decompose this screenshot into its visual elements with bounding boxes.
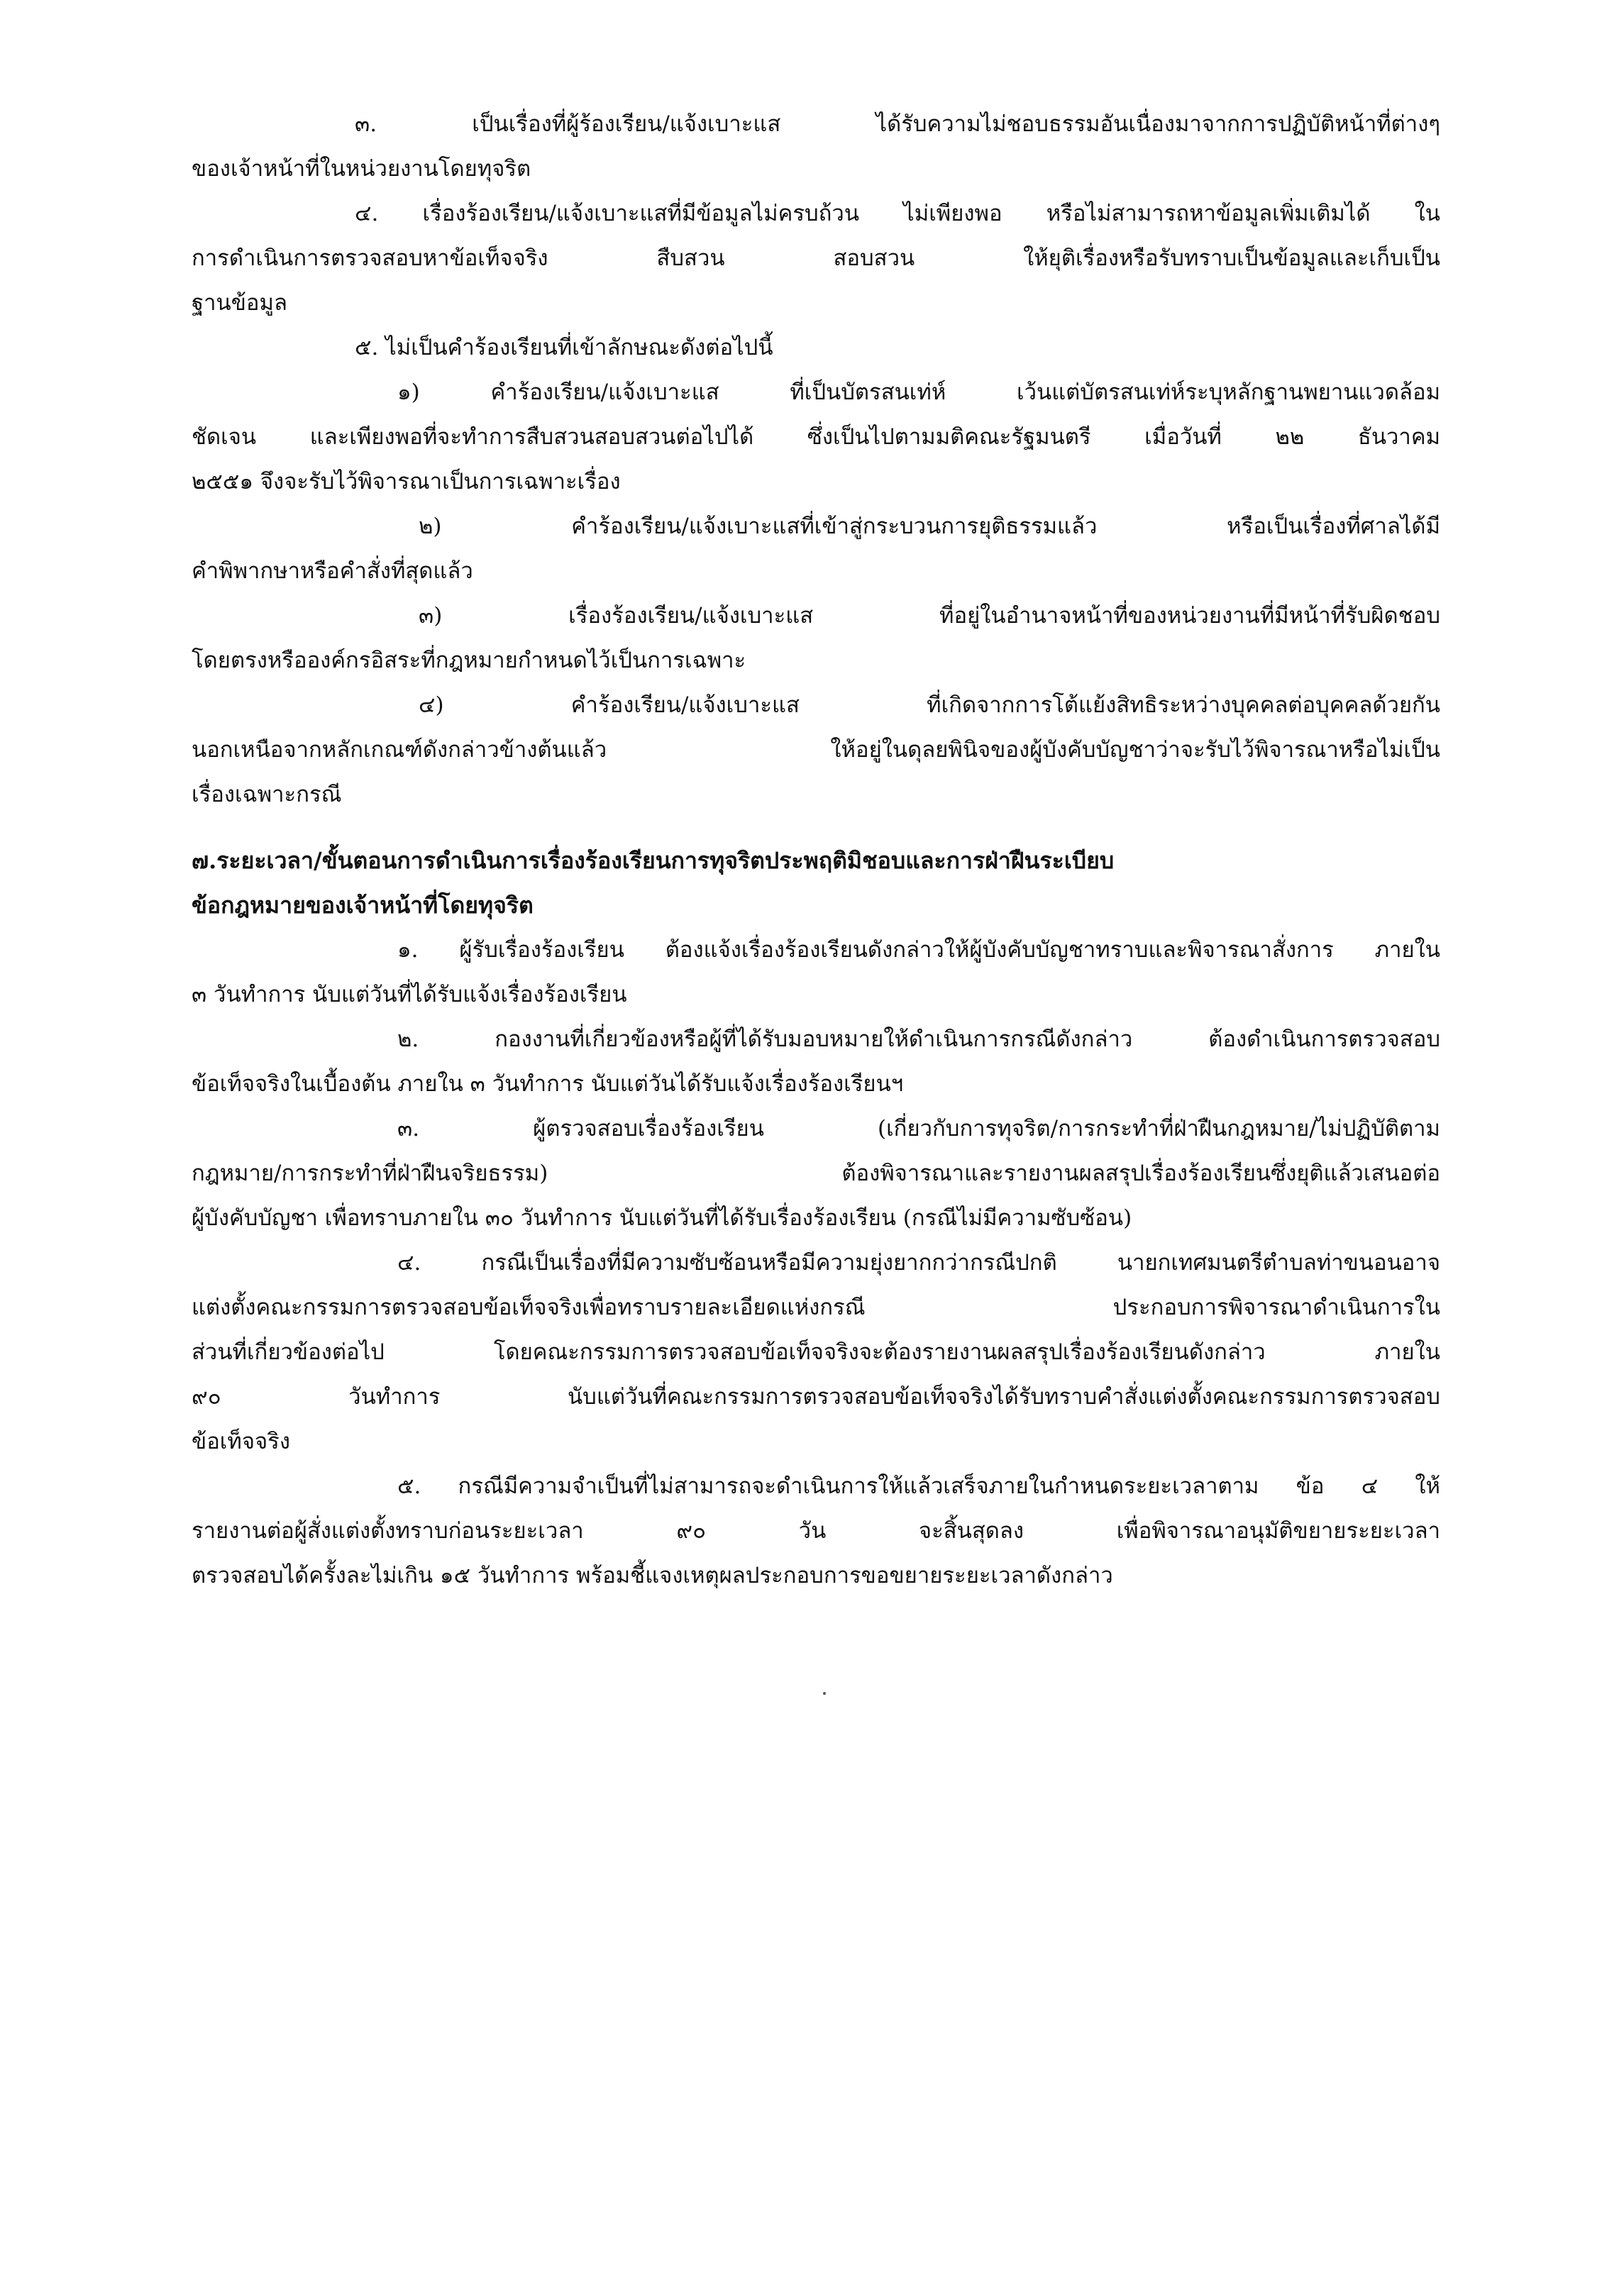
step5-line2: รายงานต่อผู้สั่งแต่งตั้งทราบก่อนระยะเวลา ๙๐ วัน จะสิ้นสุดลง เพื่อพิจารณาอนุมัติขยายระยะเวลา (192, 1518, 1440, 1544)
step3-line3: ผู้บังคับบัญชา เพื่อทราบภายใน ๓๐ วันทำการ นับแต่วันที่ได้รับเรื่องร้องเรียน (กรณีไม่มีความซับซ้อน) (192, 1205, 1132, 1231)
section7-heading-line1: ๗.ระยะเวลา/ขั้นตอนการดำเนินการเรื่องร้องเรียนการทุจริตประพฤติมิชอบและการฝ่าฝืนระเบียบ (192, 847, 1115, 874)
step4-line2: แต่งตั้งคณะกรรมการตรวจสอบข้อเท็จจริงเพื่อทราบรายละเอียดแห่งกรณี ประกอบการพิจารณาดำเนินการใน (192, 1295, 1440, 1320)
item3-line1: ๓. เป็นเรื่องที่ผู้ร้องเรียน/แจ้งเบาะแส ได้รับความไม่ชอบธรรมอันเนื่องมาจากการปฏิบัติหน้าที่ต่างๆ (355, 111, 1440, 137)
item3-line2: ของเจ้าหน้าที่ในหน่วยงานโดยทุจริต (192, 156, 531, 182)
step3-line2: กฎหมาย/การกระทำที่ฝ่าฝืนจริยธรรม) ต้องพิจารณาและรายงานผลสรุปเรื่องร้องเรียนซึ่งยุติแล้วเสนอต่อ (192, 1161, 1440, 1186)
step4-line5: ข้อเท็จจริง (192, 1429, 290, 1454)
sub1-line3: ๒๕๕๑ จึงจะรับไว้พิจารณาเป็นการเฉพาะเรื่อง (192, 469, 621, 494)
sub4-line1: ๔) คำร้องเรียน/แจ้งเบาะแส ที่เกิดจากการโต้แย้งสิทธิระหว่างบุคคลต่อบุคคลด้วยกัน (419, 692, 1440, 718)
step4-line3: ส่วนที่เกี่ยวข้องต่อไป โดยคณะกรรมการตรวจสอบข้อเท็จจริงจะต้องรายงานผลสรุปเรื่องร้องเรียนดังกล่าว ภายใน (192, 1339, 1440, 1365)
step2-line1: ๒. กองงานที่เกี่ยวข้องหรือผู้ที่ได้รับมอบหมายให้ดำเนินการกรณีดังกล่าว ต้องดำเนินการตรวจสอบ (397, 1027, 1440, 1052)
sub1-line2: ชัดเจน และเพียงพอที่จะทำการสืบสวนสอบสวนต่อไปได้ ซึ่งเป็นไปตามมติคณะรัฐมนตรี เมื่อวันที่ ๒๒ ธันวาคม (192, 424, 1440, 450)
item4-line1: ๔. เรื่องร้องเรียน/แจ้งเบาะแสที่มีข้อมูลไม่ครบถ้วน ไม่เพียงพอ หรือไม่สามารถหาข้อมูลเพิ่มเติมได้ ใน (355, 201, 1440, 226)
step3-line1: ๓. ผู้ตรวจสอบเรื่องร้องเรียน (เกี่ยวกับการทุจริต/การกระทำที่ฝ่าฝืนกฎหมาย/ไม่ปฏิบัติตาม (397, 1116, 1440, 1141)
step4-line4: ๙๐ วันทำการ นับแต่วันที่คณะกรรมการตรวจสอบข้อเท็จจริงได้รับทราบคำสั่งแต่งตั้งคณะกรรมการตรวจสอบ (192, 1384, 1440, 1410)
section7-heading-line2: ข้อกฎหมายของเจ้าหน้าที่โดยทุจริต (192, 892, 534, 919)
sub3-line1: ๓) เรื่องร้องเรียน/แจ้งเบาะแส ที่อยู่ในอำนาจหน้าที่ของหน่วยงานที่มีหน้าที่รับผิดชอบ (419, 603, 1440, 629)
sub4-line2: นอกเหนือจากหลักเกณฑ์ดังกล่าวข้างต้นแล้ว ให้อยู่ในดุลยพินิจของผู้บังคับบัญชาว่าจะรับไว้พิจารณาหรือไม่เป็น (192, 737, 1440, 763)
item4-line2: การดำเนินการตรวจสอบหาข้อเท็จจริง สืบสวน สอบสวน ให้ยุติเรื่องหรือรับทราบเป็นข้อมูลและเก็บเป็น (192, 245, 1440, 271)
sub3-line2: โดยตรงหรือองค์กรอิสระที่กฎหมายกำหนดไว้เป็นการเฉพาะ (192, 648, 746, 673)
step2-line2: ข้อเท็จจริงในเบื้องต้น ภายใน ๓ วันทำการ นับแต่วันได้รับแจ้งเรื่องร้องเรียนฯ (192, 1071, 904, 1097)
step5-line3: ตรวจสอบได้ครั้งละไม่เกิน ๑๕ วันทำการ พร้อมชี้แจงเหตุผลประกอบการขอขยายระยะเวลาดังกล่าว (192, 1563, 1113, 1588)
step1-line2: ๓ วันทำการ นับแต่วันที่ได้รับแจ้งเรื่องร้องเรียน (192, 982, 627, 1007)
item4-line3: ฐานข้อมูล (192, 290, 287, 316)
step1-line1: ๑. ผู้รับเรื่องร้องเรียน ต้องแจ้งเรื่องร้องเรียนดังกล่าวให้ผู้บังคับบัญชาทราบและพิจารณาสั่งการ ภายใน (397, 937, 1440, 963)
document-body (192, 106, 1440, 1603)
scan-speck (823, 1692, 826, 1695)
sub2-line2: คำพิพากษาหรือคำสั่งที่สุดแล้ว (192, 558, 473, 584)
sub4-line3: เรื่องเฉพาะกรณี (192, 782, 342, 807)
sub2-line1: ๒) คำร้องเรียน/แจ้งเบาะแสที่เข้าสู่กระบวนการยุติธรรมแล้ว หรือเป็นเรื่องที่ศาลได้มี (419, 514, 1440, 539)
item5-line1: ๕. ไม่เป็นคำร้องเรียนที่เข้าลักษณะดังต่อไปนี้ (355, 335, 773, 360)
sub1-line1: ๑) คำร้องเรียน/แจ้งเบาะแส ที่เป็นบัตรสนเท่ห์ เว้นแต่บัตรสนเท่ห์ระบุหลักฐานพยานแวดล้อม (397, 380, 1440, 405)
step4-line1: ๔. กรณีเป็นเรื่องที่มีความซับซ้อนหรือมีความยุ่งยากกว่ากรณีปกติ นายกเทศมนตรีตำบลท่าขนอนอาจ (397, 1250, 1440, 1276)
step5-line1: ๕. กรณีมีความจำเป็นที่ไม่สามารถจะดำเนินการให้แล้วเสร็จภายในกำหนดระยะเวลาตาม ข้อ ๔ ให้ (397, 1473, 1440, 1499)
